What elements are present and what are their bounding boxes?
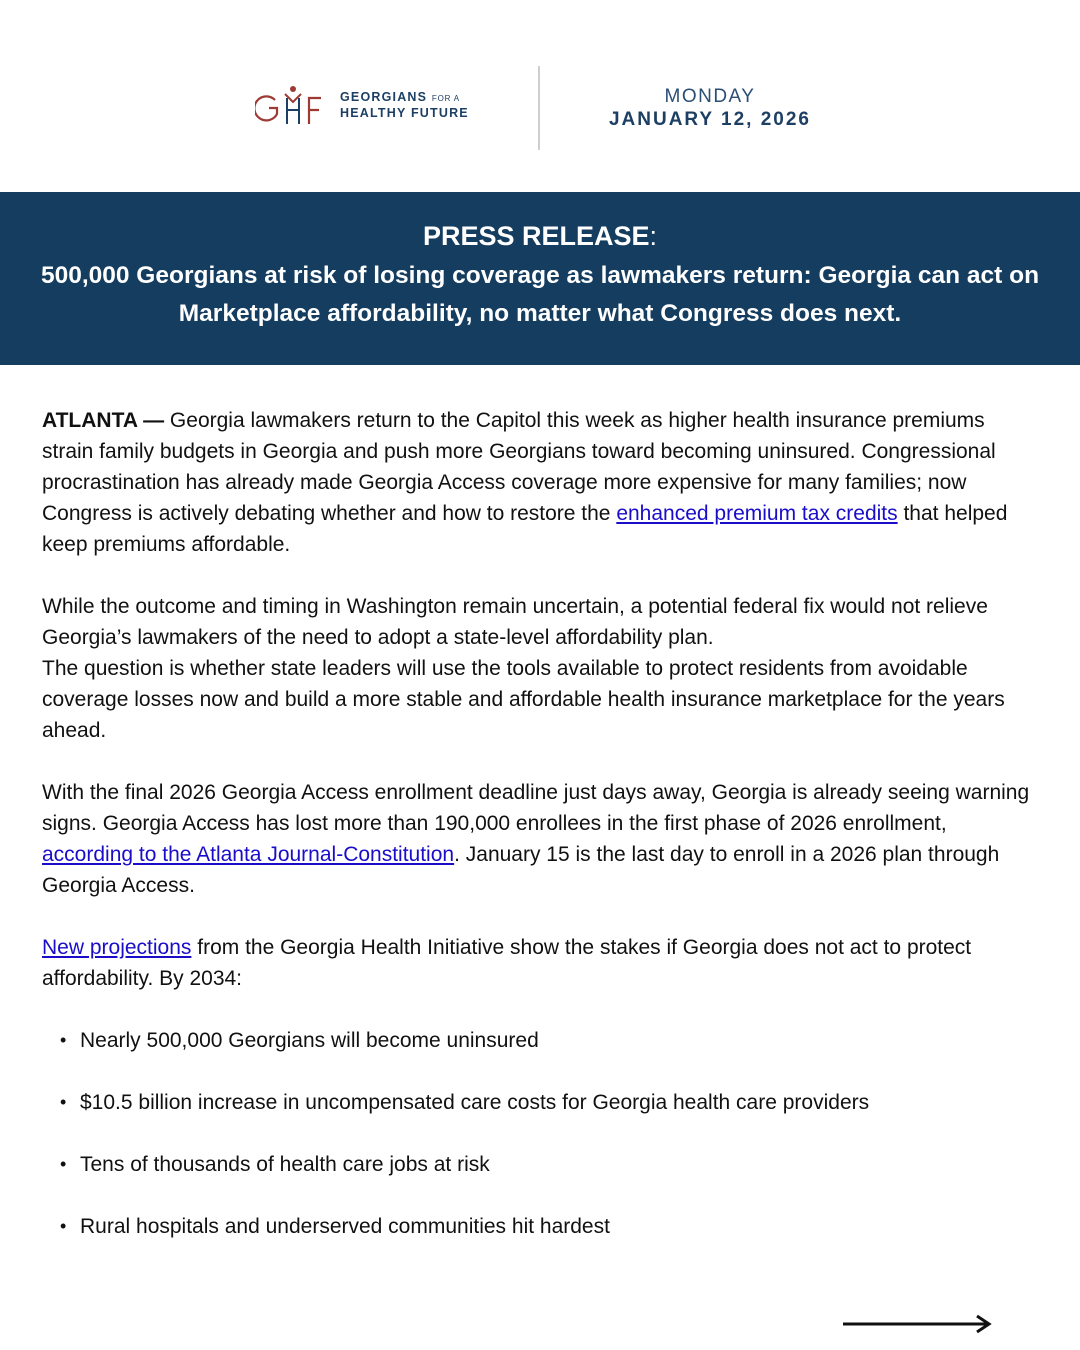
page-title: 500,000 Georgians at risk of losing coverage as lawmakers return: Georgia can act on Marketplace affordability, no matter what Congress does next.: [40, 262, 1040, 327]
organization-logo: [255, 80, 495, 130]
logo-line1: GEORGIANS: [340, 90, 428, 104]
arrow-right-icon[interactable]: [843, 1313, 993, 1335]
ghf-monogram-icon: [255, 80, 335, 130]
header-divider: [538, 66, 540, 150]
paragraph-intro: [42, 405, 1032, 560]
impact-list: [42, 1025, 1032, 1242]
list-item: [42, 1087, 1032, 1118]
paragraph-projections: [42, 932, 1032, 994]
paragraph-federal: While the outcome and timing in Washington remain uncertain, a potential federal fix would not relieve Georgia’s lawmakers of the need to adopt a state-level affordability plan.: [42, 595, 988, 649]
header: [0, 0, 1080, 190]
tax-credits-link[interactable]: enhanced premium tax credits: [616, 502, 898, 525]
headline-banner: [0, 192, 1080, 365]
logo-wordmark: [340, 90, 469, 121]
bullet: •: [60, 1030, 67, 1050]
logo-line1-small: FOR A: [431, 94, 460, 103]
weekday: MONDAY: [664, 86, 756, 107]
paragraph-enrollment: [42, 777, 1032, 901]
projections-text: from the Georgia Health Initiative show the stakes if Georgia does not act to protect affordability. By 2034:: [42, 936, 972, 990]
label-text: PRESS RELEASE: [422, 221, 650, 251]
paragraph-question: The question is whether state leaders will use the tools available to protect residents from avoidable coverage losses now and build a more stable and affordable health insurance marketplace for the years ahead.: [42, 657, 1005, 742]
dateline: ATLANTA —: [42, 409, 165, 432]
article-body: [42, 405, 1032, 1273]
press-release-label: [0, 219, 1080, 253]
intro-end: that helped keep premiums affordable.: [42, 502, 1008, 556]
projections-link[interactable]: New projections: [42, 936, 192, 959]
list-item: [42, 1211, 1032, 1242]
list-item: [42, 1149, 1032, 1180]
release-date: JANUARY 12, 2026: [608, 109, 812, 130]
list-item-text: Tens of thousands of health care jobs at risk: [80, 1153, 490, 1176]
enrollment-text: With the final 2026 Georgia Access enrollment deadline just days away, Georgia is already seeing warning signs. Georgia Access has lost more than 190,000 enrollees in the first phase of 2026 enrollment,: [42, 781, 1030, 835]
bullet: •: [60, 1092, 67, 1112]
date-block: [560, 86, 860, 132]
label-colon: :: [649, 221, 658, 251]
enrollment-end: . January 15 is the last day to enroll in a 2026 plan through Georgia Access.: [42, 843, 1000, 897]
bullet: •: [60, 1216, 67, 1236]
bullet: •: [60, 1154, 67, 1174]
list-item-text: Nearly 500,000 Georgians will become uninsured: [80, 1029, 539, 1052]
list-item: [42, 1025, 1032, 1056]
ajc-link[interactable]: according to the Atlanta Journal-Constitution: [42, 843, 455, 866]
list-item-text: Rural hospitals and underserved communities hit hardest: [80, 1215, 610, 1238]
intro-text: Georgia lawmakers return to the Capitol this week as higher health insurance premiums strain family budgets in Georgia and push more Georgians toward becoming uninsured. Congressional procrastination has already made Georgia Access coverage more expensive for many families; now Congress is actively debating whether and how to restore the: [42, 409, 996, 525]
list-item-text: $10.5 billion increase in uncompensated care costs for Georgia health care providers: [80, 1091, 870, 1114]
logo-line2: HEALTHY FUTURE: [340, 106, 469, 120]
